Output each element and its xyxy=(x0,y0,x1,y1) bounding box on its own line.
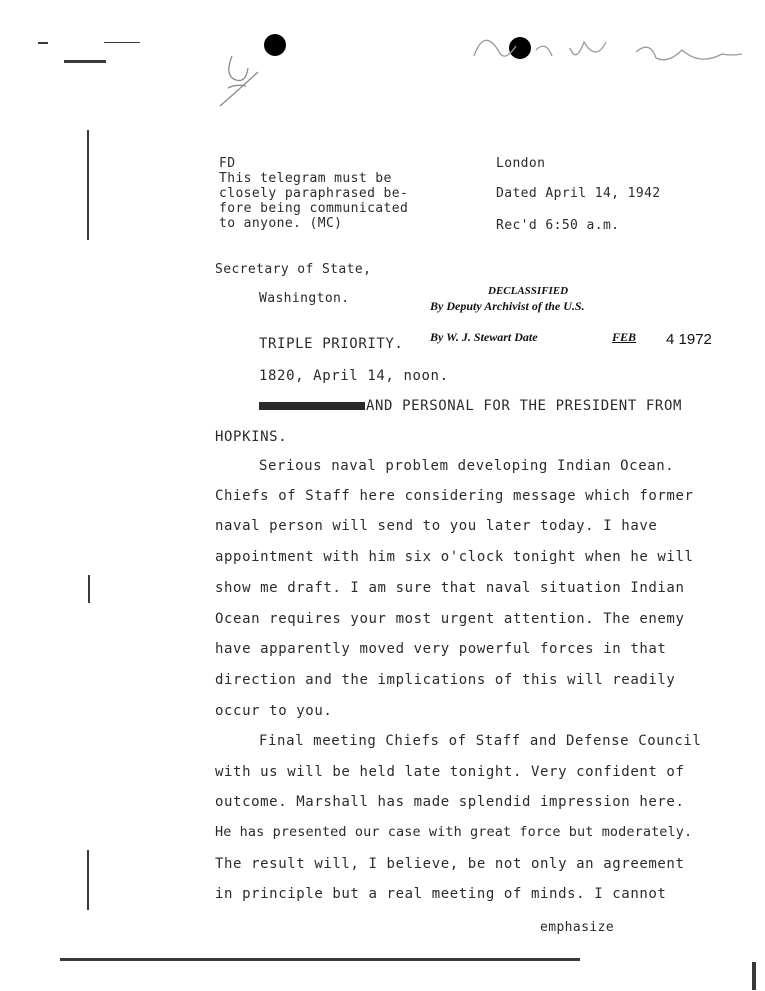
body-line-3: naval person will send to you later today. I have xyxy=(215,518,658,534)
left-margin-line xyxy=(87,130,89,240)
body-line-11: with us will be held late tonight. Very confident of xyxy=(215,764,685,780)
top-left-dash-mark-2 xyxy=(104,42,140,43)
message-number-line: 1820, April 14, noon. xyxy=(259,368,449,384)
stamp-month: FEB xyxy=(612,330,637,344)
body-line-2: Chiefs of Staff here considering message which former xyxy=(215,488,694,504)
handwriting-scribble-right xyxy=(466,22,756,78)
salutation-line-2: HOPKINS. xyxy=(215,429,288,445)
addressee: Secretary of State, xyxy=(215,262,372,277)
body-line-14: The result will, I believe, be not only an agreement xyxy=(215,856,685,872)
body-line-8: direction and the implications of this will readily xyxy=(215,672,676,688)
body-line-4: appointment with him six o'clock tonight when he will xyxy=(215,549,694,565)
body-line-1: Serious naval problem developing Indian Ocean. xyxy=(259,458,675,474)
bottom-right-mark xyxy=(752,962,756,990)
body-line-12: outcome. Marshall has made splendid impression here. xyxy=(215,794,685,810)
body-line-10: Final meeting Chiefs of Staff and Defense Council xyxy=(259,733,702,749)
stamp-year: 4 1972 xyxy=(666,331,712,348)
left-margin-line-2 xyxy=(88,575,90,603)
priority-line: TRIPLE PRIORITY. xyxy=(259,336,404,352)
stamp-archivist: By Deputy Archivist of the U.S. xyxy=(430,299,585,313)
place: London xyxy=(496,156,546,171)
stamp-declassified: DECLASSIFIED xyxy=(488,285,569,297)
date-line: Dated April 14, 1942 xyxy=(496,186,661,201)
notice-line-3: fore being communicated xyxy=(219,201,409,216)
stamp-signer: By W. J. Stewart Date xyxy=(430,330,538,344)
body-line-9: occur to you. xyxy=(215,703,333,719)
notice-line-2: closely paraphrased be- xyxy=(219,186,409,201)
top-left-scan-mark xyxy=(64,60,106,63)
catchword: emphasize xyxy=(540,920,615,935)
received-line: Rec'd 6:50 a.m. xyxy=(496,218,620,233)
redaction-bar xyxy=(259,402,365,410)
salutation-line-1: AND PERSONAL FOR THE PRESIDENT FROM xyxy=(366,398,683,414)
telegram-code: FD xyxy=(219,156,236,171)
left-margin-line-3 xyxy=(87,850,89,910)
body-line-7: have apparently moved very powerful forces in that xyxy=(215,641,667,657)
body-line-5: show me draft. I am sure that naval situation Indian xyxy=(215,580,685,596)
body-line-13: He has presented our case with great force but moderately. xyxy=(215,824,693,840)
body-line-6: Ocean requires your most urgent attention. The enemy xyxy=(215,611,685,627)
address-city: Washington. xyxy=(259,291,350,306)
top-left-dash-mark xyxy=(38,42,48,44)
handwriting-scribble-left xyxy=(212,48,272,110)
notice-line-4: to anyone. (MC) xyxy=(219,216,343,231)
notice-line-1: This telegram must be xyxy=(219,171,392,186)
bottom-scan-edge xyxy=(60,958,580,961)
body-line-15: in principle but a real meeting of minds. I cannot xyxy=(215,886,667,902)
